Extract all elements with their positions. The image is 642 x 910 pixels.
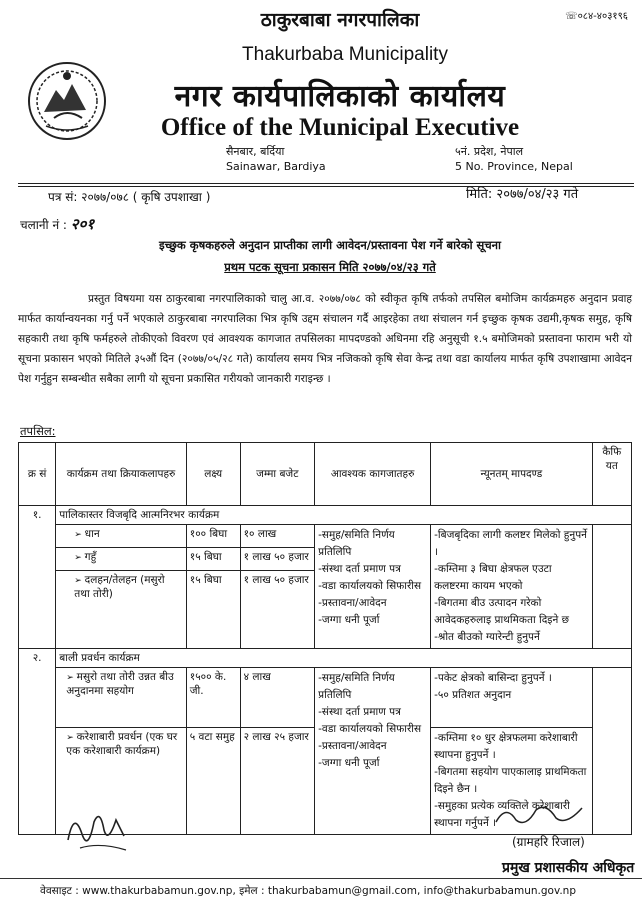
col-header-criteria: न्यूनतम् मापदण्ड	[431, 443, 593, 506]
remarks-cell	[592, 525, 631, 649]
nepal-emblem-icon	[24, 60, 110, 142]
budget-cell: २ लाख २५ हजार	[240, 728, 315, 835]
criteria-cell: -कम्तिमा १० धुर क्षेत्रफलमा करेशाबारी स्थापना हुनुपर्ने । -बिगतमा सहयोग पाएकालाइ प्राथमिकता दिइने छैन । -समुहका प्रत्येक व्यक्तिले करेशाबारी स्थापना गर्नुपर्ने ।	[431, 728, 593, 835]
letter-date: मिति: २०७७/०४/२३ गते	[466, 187, 579, 202]
province-english: 5 No. Province, Nepal	[455, 160, 573, 173]
table-row	[19, 649, 632, 668]
notice-publication-date: प्रथम पटक सूचना प्रकासन मिति २०७७/०४/२३ गते	[224, 260, 436, 274]
location-english: Sainawar, Bardiya	[226, 160, 326, 173]
program-cell: ➢ धान	[56, 525, 186, 548]
dispatch-label: चलानी नं :	[20, 218, 67, 232]
target-cell: १५ बिघा	[186, 548, 240, 571]
phone-number: ☏०८४-४०३१९६	[565, 11, 628, 22]
letter-number: पत्र सं: २०७७/०७८ ( कृषि उपशाखा )	[48, 190, 211, 204]
municipality-name-english: Thakurbaba Municipality	[242, 44, 448, 65]
budget-cell: १ लाख ५० हजार	[240, 571, 315, 649]
target-cell: १५०० के. जी.	[186, 668, 240, 728]
budget-cell: ४ लाख	[240, 668, 315, 728]
section-title: पालिकास्तर विजबृदि आत्मनिरभर कार्यक्रम	[56, 506, 632, 525]
remarks-cell	[592, 668, 631, 835]
section-sn: २.	[19, 649, 56, 835]
signatory-name: (ग्रामहरि रिजाल)	[512, 835, 585, 849]
budget-cell: १० लाख	[240, 525, 315, 548]
table-row	[19, 525, 632, 548]
signatory-designation: प्रमुख प्रशासकीय अधिकृत	[502, 860, 635, 876]
program-cell: ➢ दलहन/तेलहन (मसुरो तथा तोरी)	[56, 571, 186, 649]
program-cell: ➢ करेशाबारी प्रवर्धन (एक घर एक करेशाबारी कार्यक्रम)	[56, 728, 186, 835]
notice-subject: इच्छुक कृषकहरुले अनुदान प्राप्तीका लागी आवेदन/प्रस्तावना पेश गर्ने बारेको सूचना	[158, 238, 501, 252]
table-header-row	[19, 443, 632, 506]
col-header-docs: आवश्यक कागजातहरु	[315, 443, 431, 506]
dispatch-value: २०१	[70, 215, 95, 233]
table-row	[19, 668, 632, 728]
program-table	[18, 442, 632, 835]
province-devanagari: ५नं. प्रदेश, नेपाल	[455, 145, 524, 158]
footer-contact: वेवसाइट : www.thakurbabamun.gov.np, इमेल : thakurbabamun@gmail.com, info@thakurbabamun.gov.np	[40, 885, 577, 897]
office-title-english: Office of the Municipal Executive	[160, 114, 520, 141]
dispatch-number	[20, 214, 94, 234]
section-title: बाली प्रवर्धन कार्यक्रम	[56, 649, 632, 668]
section-sn: १.	[19, 506, 56, 649]
office-title-devanagari: नगर कार्यपालिकाको कार्यालय	[174, 79, 506, 114]
signature-right-icon	[486, 800, 596, 830]
docs-cell: -समुह/समिति निर्णय प्रतिलिपि -संस्था दर्ता प्रमाण पत्र -वडा कार्यालयको सिफारीस -प्रस्तावना/आवेदन -जग्गा धनी पूर्जा	[315, 525, 431, 649]
criteria-cell: -पकेट क्षेत्रको बासिन्दा हुनुपर्ने । -५० प्रतिशत अनुदान	[431, 668, 593, 728]
program-cell: ➢ गहुँ	[56, 548, 186, 571]
budget-cell: १ लाख ५० हजार	[240, 548, 315, 571]
target-cell: १०० बिघा	[186, 525, 240, 548]
criteria-cell: -बिजबृदिका लागी कलष्टर मिलेको हुनुपर्ने । -कम्तिमा ३ बिघा क्षेत्रफल एउटा कलष्टरमा कायम भएको -बिगतमा बीउ उत्पादन गरेको आवेदकहरुलाइ प्राथमिकता दिइने छ -श्रोत बीउको ग्यारेन्टी हुनुपर्ने	[431, 525, 593, 649]
col-header-remarks: कैफि यत	[592, 443, 631, 506]
target-cell: ५ वटा समुह	[186, 728, 240, 835]
col-header-target: लक्ष्य	[186, 443, 240, 506]
footer-divider	[0, 878, 642, 879]
signature-left-icon	[60, 800, 140, 860]
col-header-sn: क्र सं	[19, 443, 56, 506]
docs-cell: -समुह/समिति निर्णय प्रतिलिपि -संस्था दर्ता प्रमाण पत्र -वडा कार्यालयको सिफारीस -प्रस्तावना/आवेदन -जग्गा धनी पूर्जा	[315, 668, 431, 835]
location-devanagari: सैनबार, बर्दिया	[226, 145, 285, 158]
notice-body: प्रस्तुत विषयमा यस ठाकुरबाबा नगरपालिकाको चालु आ.व. २०७७/०७८ को स्वीकृत कृषि तर्फको तपसिल बमोजिम कार्यक्रमहरु अनुदान प्रवाह मार्फत कार्यान्वयनका गर्नु पर्ने भएकाले ठाकुरबाबा नगरपालिका भित्र कृषि उद्दम संचालन गर्दै आइरहेका तथा संचालन गर्न इच्छुक कृषक उद्यमी,कृषक समुह, कृषि सहकारी तथा कृषि फर्महरुले तोकीएको विवरण एवं आवश्यक कागजात तपसिलका मापदण्डको अधिनमा रहि अनुसूची १.५ बमोजिमको प्रस्तावना फाराम भरी यो सूचना प्रकासन भएको मितिले ३५औं दिन (२०७७/०५/२८ गते) कार्यालय समय भित्र नजिकको कृषि सेवा केन्द्र तथा वडा कार्यालय मार्फत कृषि उपशाखामा आवेदन पेश गर्नुहुन सम्बन्धीत सबैका लागी यो सूचना प्रकासित गरीयको जानकारी गराइन्छ ।	[18, 293, 632, 385]
municipality-name-devanagari: ठाकुरबाबा नगरपालिका	[260, 9, 420, 31]
col-header-program: कार्यक्रम तथा क्रियाकलापहरु	[56, 443, 186, 506]
col-header-budget: जम्मा बजेट	[240, 443, 315, 506]
details-label: तपसिल:	[20, 424, 56, 438]
target-cell: १५ बिघा	[186, 571, 240, 649]
table-row	[19, 506, 632, 525]
program-cell: ➢ मसुरो तथा तोरी उन्नत बीउ अनुदानमा सहयोग	[56, 668, 186, 728]
